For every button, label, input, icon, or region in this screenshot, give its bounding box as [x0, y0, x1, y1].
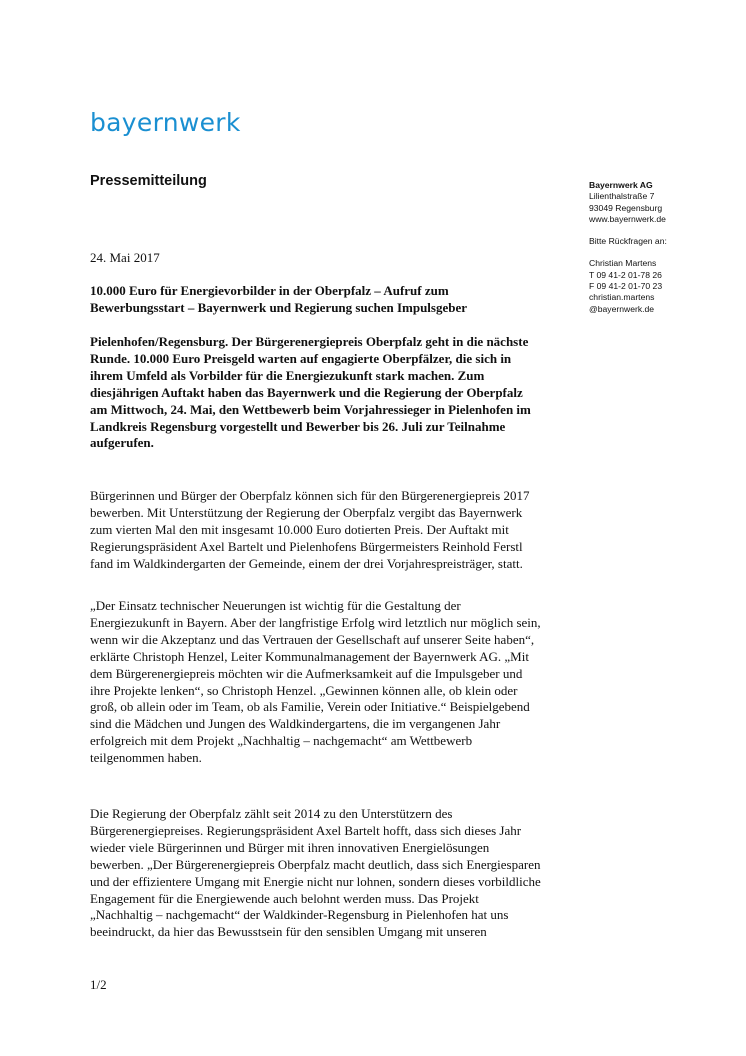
lead-line: ihrem Umfeld als Vorbilder für die Energiezukunft stark machen. Zum — [90, 367, 485, 383]
paragraph-line: beeindruckt, da hier das Bewusstsein für den sensiblen Umgang mit unseren — [90, 924, 487, 940]
paragraph-line: bewerben. „Der Bürgerenergiepreis Oberpfalz macht deutlich, dass sich Energiesparen — [90, 856, 541, 872]
paragraph-line: „Nachhaltig – nachgemacht“ der Waldkinder-Regensburg in Pielenhofen hat uns — [90, 907, 509, 923]
headline-line: 10.000 Euro für Energievorbilder in der Oberpfalz – Aufruf zum — [90, 283, 449, 298]
paragraph-line: Bürgerenergiepreises. Regierungspräsident Axel Bartelt hofft, dass sich dieses Jahr — [90, 822, 522, 838]
paragraph-line: erfolgreich mit dem Projekt „Nachhaltig – nachgemacht“ am Wettbewerb — [90, 733, 473, 749]
document-type-heading: Pressemitteilung — [90, 173, 207, 189]
paragraph-line: Bürgerinnen und Bürger der Oberpfalz können sich für den Bürgerenergiepreis 2017 — [90, 488, 530, 503]
lead-paragraph — [90, 334, 560, 452]
paragraph-line: ihre Projekte lenken“, so Christoph Henzel. „Gewinnen können alle, ob klein oder — [90, 682, 518, 698]
paragraph-line: zum vierten Mal den mit insgesamt 10.000 Euro dotierten Preis. Der Auftakt mit — [90, 521, 509, 537]
paragraph-line: groß, ob allein oder im Team, ob als Familie, Verein oder Initiative.“ Beispielgebend — [90, 699, 530, 715]
paragraph-line: wieder viele Bürgerinnen und Bürger mit ihren innovativen Energielösungen — [90, 839, 490, 855]
lead-line: Pielenhofen/Regensburg. Der Bürgerenergiepreis Oberpfalz geht in die nächste — [90, 334, 529, 349]
lead-line: aufgerufen. — [90, 435, 154, 451]
paragraph-line: fand im Waldkindergarten der Gemeinde, einem der drei Vorjahrespreisträger, statt. — [90, 555, 523, 571]
bayernwerk-logo: bayernwerk — [90, 108, 241, 137]
contact-company: Bayernwerk AG — [589, 180, 653, 190]
contact-fax: F 09 41-2 01-70 23 — [589, 281, 663, 292]
paragraph-line: Die Regierung der Oberpfalz zählt seit 2014 zu den Unterstützern des — [90, 806, 453, 821]
paragraph-line: und der effizientere Umgang mit Energie nicht nur lohnen, sondern dieses vorbildliche — [90, 873, 541, 889]
lead-line: am Mittwoch, 24. Mai, den Wettbewerb beim Vorjahressieger in Pielenhofen im — [90, 401, 531, 417]
paragraph-line: erklärte Christoph Henzel, Leiter Kommunalmanagement der Bayernwerk AG. „Mit — [90, 648, 529, 664]
contact-city: 93049 Regensburg — [589, 202, 663, 213]
contact-email-line2: @bayernwerk.de — [589, 303, 655, 314]
contact-name: Christian Martens — [589, 258, 657, 269]
body-paragraph-1 — [90, 488, 590, 573]
lead-line: diesjährigen Auftakt haben das Bayernwerk und die Regierung der Oberpfalz — [90, 384, 523, 400]
paragraph-line: dem Bürgerenergiepreis möchten wir die Aufmerksamkeit auf die Impulsgeber und — [90, 665, 523, 681]
paragraph-line: teilgenommen haben. — [90, 750, 202, 766]
lead-line: Runde. 10.000 Euro Preisgeld warten auf engagierte Oberpfälzer, die sich in — [90, 350, 512, 366]
contact-email-line1: christian.martens — [589, 292, 655, 303]
body-paragraph-2 — [90, 598, 590, 767]
paragraph-line: bewerben. Mit Unterstützung der Regierung der Oberpfalz vergibt das Bayernwerk — [90, 504, 523, 520]
contact-web: www.bayernwerk.de — [589, 213, 666, 224]
contact-block — [589, 180, 739, 315]
body-paragraph-3 — [90, 806, 590, 941]
paragraph-line: „Der Einsatz technischer Neuerungen ist wichtig für die Gestaltung der — [90, 598, 461, 613]
paragraph-line: Engagement für die Energiewende auch belohnt werden muss. Das Projekt — [90, 890, 479, 906]
contact-street: Lilienthalstraße 7 — [589, 191, 655, 202]
paragraph-line: Regierungspräsident Axel Bartelt und Pielenhofens Bürgermeisters Reinhold Ferstl — [90, 538, 523, 554]
contact-phone: T 09 41-2 01-78 26 — [589, 269, 662, 280]
headline-line: Bewerbungsstart – Bayernwerk und Regierung suchen Impulsgeber — [90, 300, 468, 315]
headline — [90, 282, 530, 316]
lead-line: Landkreis Regensburg vorgestellt und Bewerber bis 26. Juli zur Teilnahme — [90, 418, 506, 434]
page-number: 1/2 — [90, 977, 107, 992]
paragraph-line: sind die Mädchen und Jungen des Waldkindergartens, die im vergangenen Jahr — [90, 716, 501, 732]
release-date: 24. Mai 2017 — [90, 250, 160, 265]
contact-inquiries-label: Bitte Rückfragen an: — [589, 236, 667, 247]
paragraph-line: Energiezukunft in Bayern. Aber der langfristige Erfolg wird letztlich nur möglich sein, — [90, 614, 541, 630]
paragraph-line: wenn wir die Akzeptanz und das Vertrauen der Gesellschaft auf unserer Seite haben“, — [90, 631, 535, 647]
